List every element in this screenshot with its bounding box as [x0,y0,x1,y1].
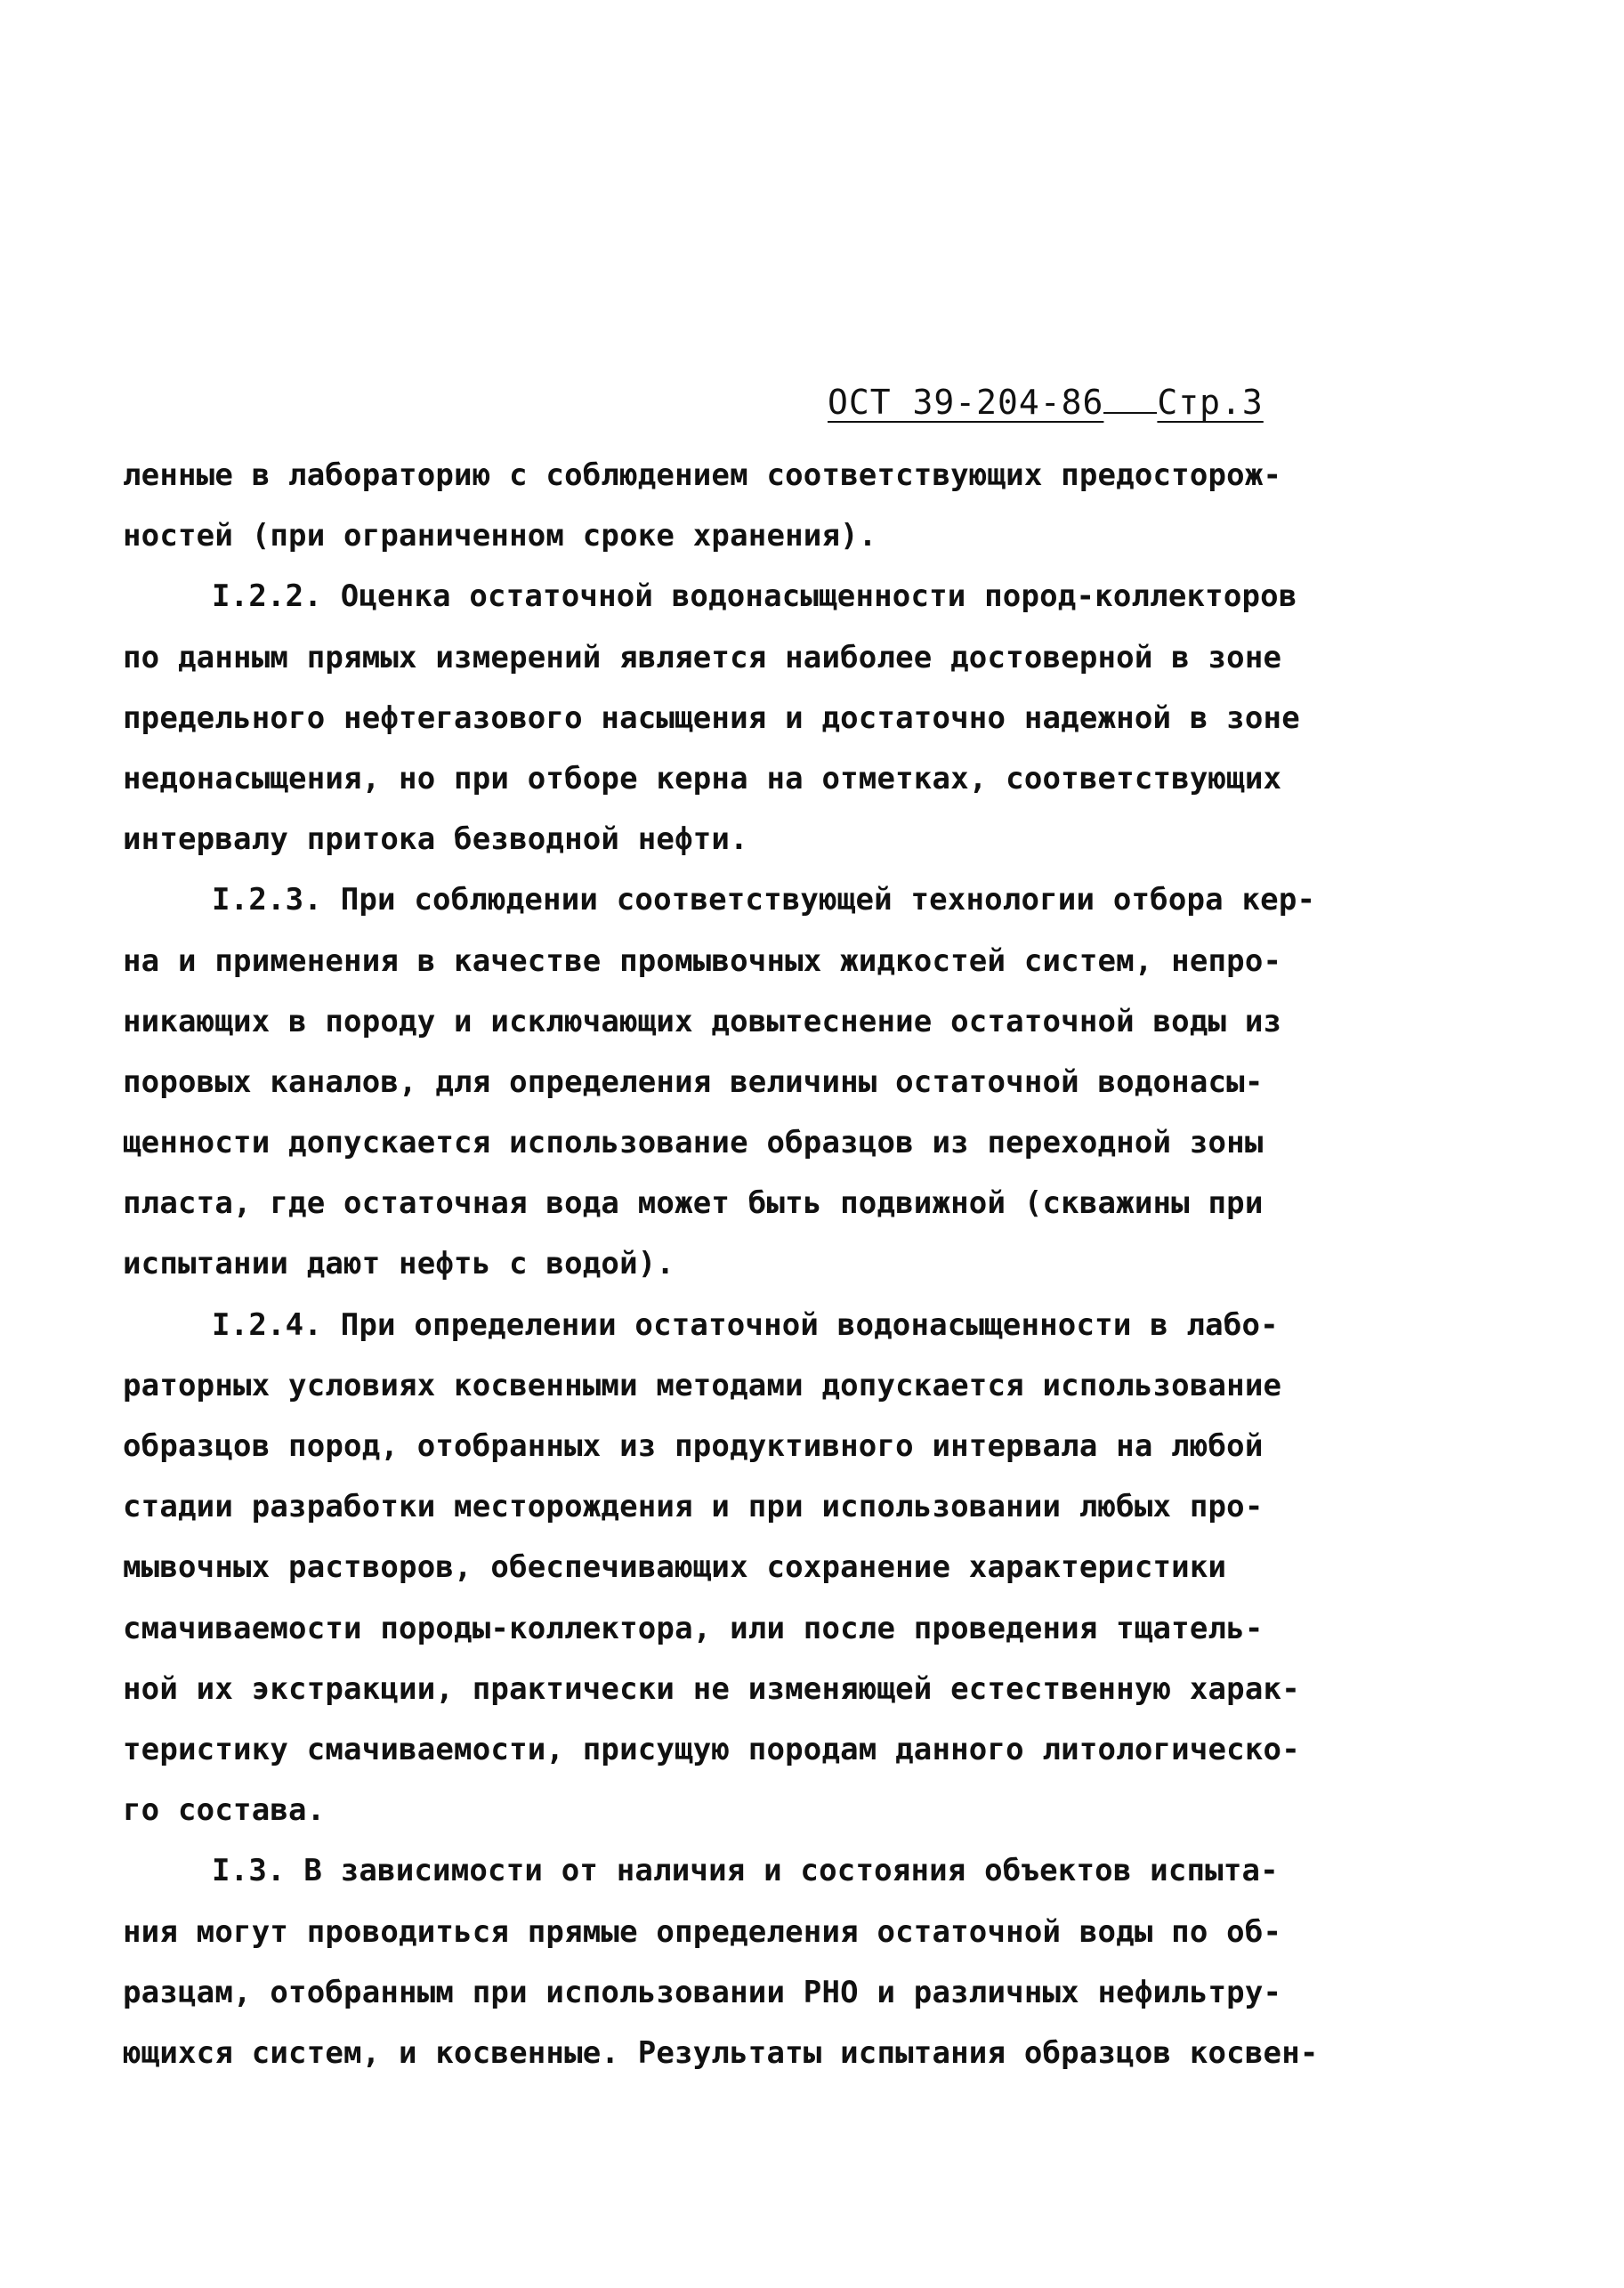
text-line: ния могут проводиться прямые определения остаточной воды по об- [123,1913,1282,1950]
text-line: го состава. [123,1792,326,1829]
text-line: по данным прямых измерений является наиболее достоверной в зоне [123,639,1282,675]
text-line: интервалу притока безводной нефти. [123,821,748,858]
paragraph-start-line: I.2.4. При определении остаточной водонасыщенности в лабо- [212,1306,1279,1343]
text-line: испытании дают нефть с водой). [123,1246,675,1282]
paragraph-start-line: I.2.2. Оценка остаточной водонасыщенности пород-коллекторов [212,578,1297,615]
text-line: мывочных растворов, обеспечивающих сохранение характеристики [123,1549,1227,1586]
text-line: ющихся систем, и косвенные. Результаты испытания образцов косвен- [123,2034,1319,2071]
text-line: ленные в лабораторию с соблюдением соответствующих предосторож- [123,457,1282,493]
paragraph-start-line: I.3. В зависимости от наличия и состояния объектов испыта- [212,1853,1279,1889]
document-body [123,445,1319,2083]
text-line: теристику смачиваемости, присущую породам данного литологическо- [123,1731,1300,1767]
text-line: разцам, отобранным при использовании РНО и различных нефильтру- [123,1974,1282,2010]
text-line: на и применения в качестве промывочных жидкостей систем, непро- [123,942,1282,979]
page-header [828,383,1264,422]
text-line: предельного нефтегазового насыщения и достаточно надежной в зоне [123,699,1300,736]
text-line: поровых каналов, для определения величины остаточной водонасы- [123,1063,1264,1100]
text-line: ной их экстракции, практически не изменяющей естественную харак- [123,1670,1300,1707]
text-line: раторных условиях косвенными методами допускается использование [123,1367,1282,1403]
text-line: щенности допускается использование образцов из переходной зоны [123,1125,1264,1161]
text-line: ностей (при ограниченном сроке хранения). [123,518,877,554]
text-line: смачиваемости породы-коллектора, или после проведения тщатель- [123,1610,1264,1646]
text-line: недонасыщения, но при отборе керна на отметках, соответствующих [123,760,1282,796]
paragraph-start-line: I.2.3. При соблюдении соответствующей технологии отбора кер- [212,882,1316,918]
page-number: Стр.3 [1157,383,1264,422]
text-line: пласта, где остаточная вода может быть подвижной (скважины при [123,1185,1264,1222]
standard-code: ОСТ 39-204-86 [828,383,1104,422]
text-line: никающих в породу и исключающих довытеснение остаточной воды из [123,1003,1282,1039]
text-line: образцов пород, отобранных из продуктивного интервала на любой [123,1428,1264,1464]
text-line: стадии разработки месторождения и при использовании любых про- [123,1489,1264,1525]
header-underline-gap [1103,403,1157,414]
